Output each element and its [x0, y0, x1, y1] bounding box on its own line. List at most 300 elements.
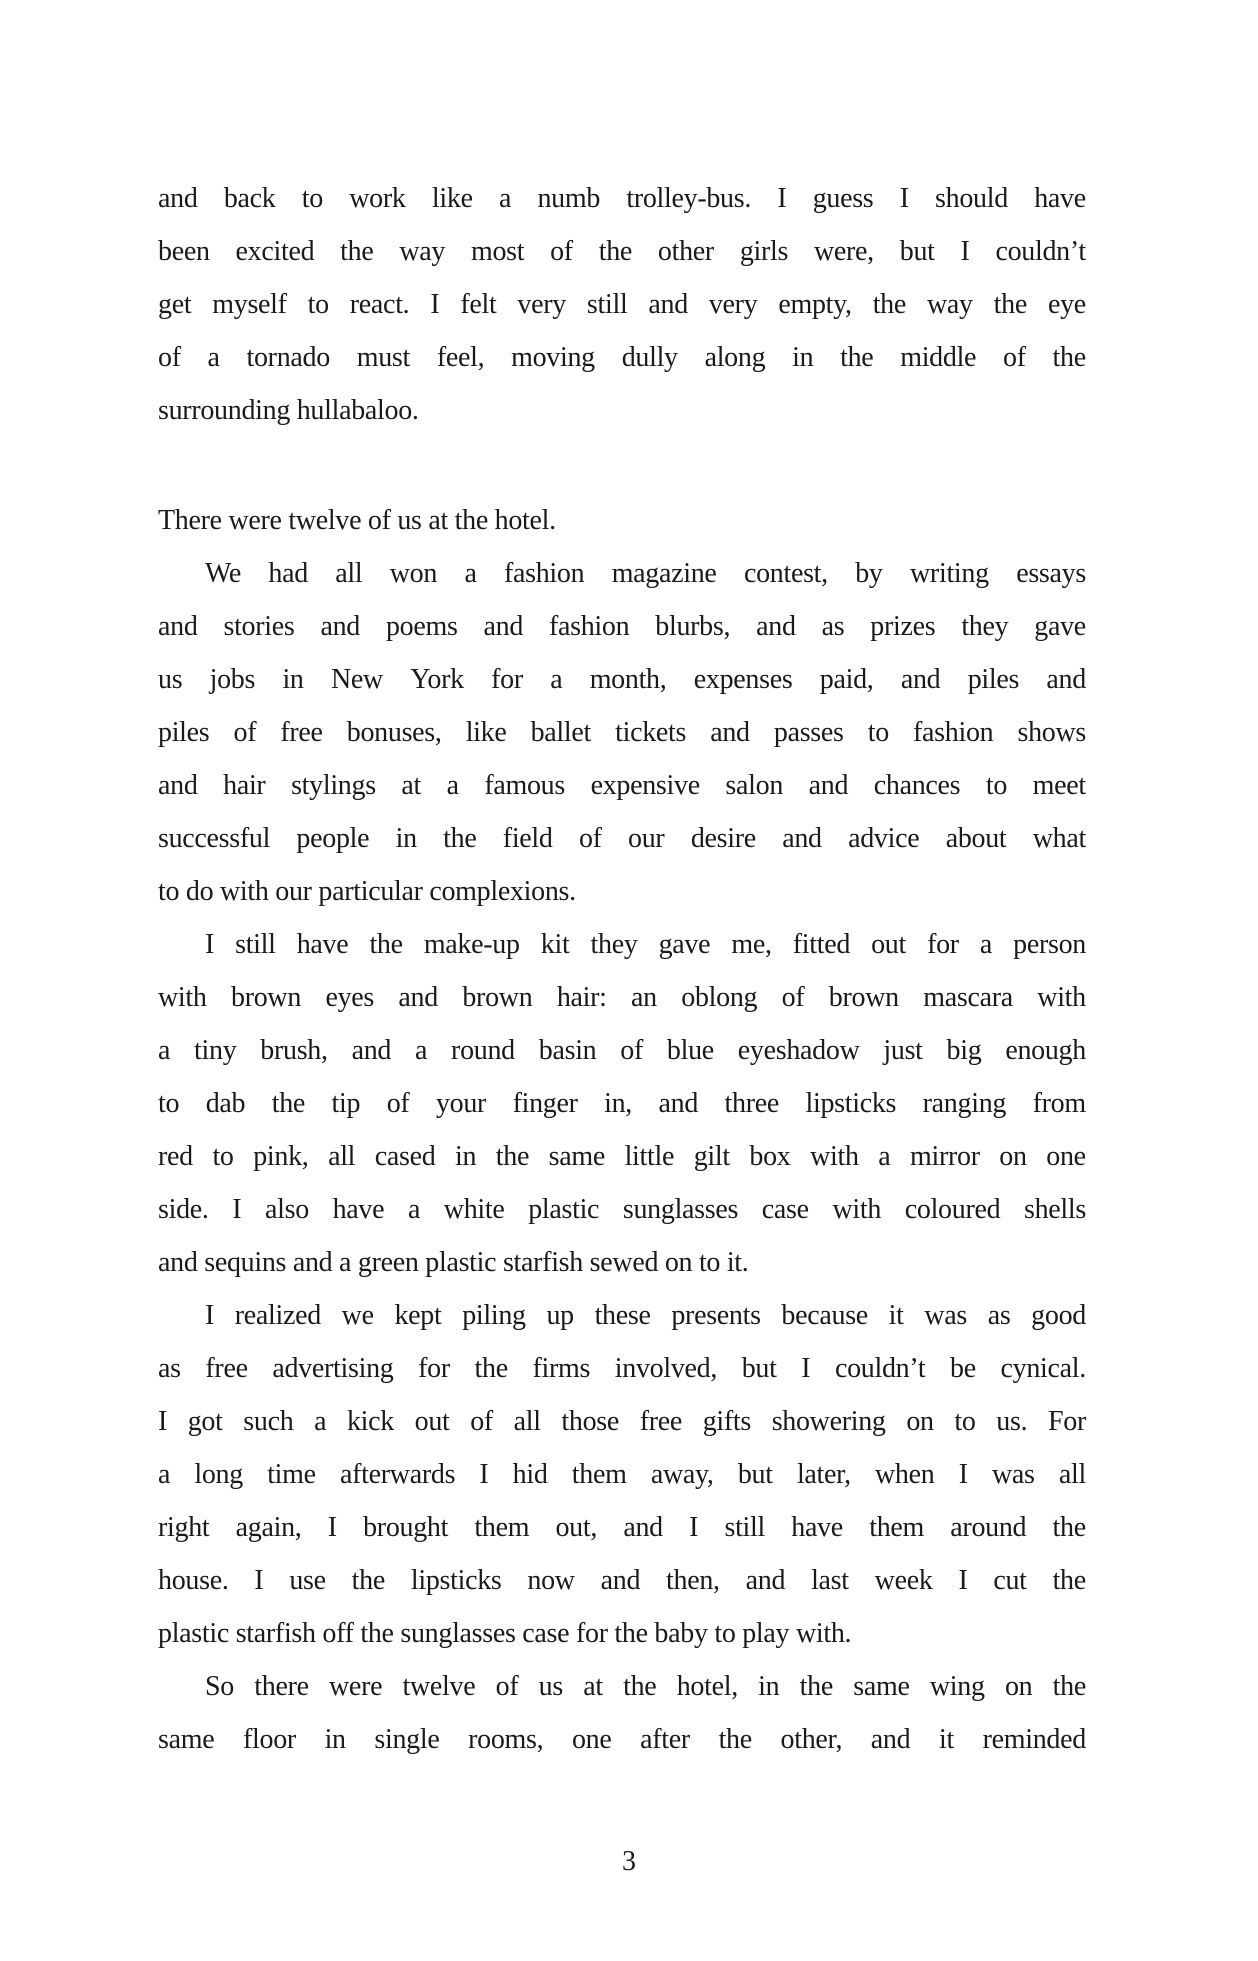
- word: as: [158, 1353, 181, 1384]
- word: hotel,: [676, 1671, 738, 1702]
- word: a: [446, 770, 459, 801]
- word: couldn’t: [834, 1353, 926, 1384]
- word: what: [1032, 823, 1086, 854]
- word: mirror: [909, 1141, 980, 1172]
- word: the: [495, 1141, 530, 1172]
- word: on: [1004, 1671, 1033, 1702]
- word: of: [158, 342, 181, 373]
- word: out,: [555, 1512, 598, 1543]
- word: ballet: [530, 717, 592, 748]
- word: feel,: [436, 342, 485, 373]
- word: the: [598, 236, 633, 267]
- word: I: [899, 183, 909, 214]
- word: with: [810, 1141, 859, 1172]
- word: in: [395, 823, 417, 854]
- word: I: [958, 1565, 968, 1596]
- word: For: [1047, 1406, 1086, 1437]
- word: brown: [828, 982, 899, 1013]
- word: to: [307, 289, 329, 320]
- word: and: [398, 982, 438, 1013]
- word: way: [399, 236, 446, 267]
- word: free: [639, 1406, 683, 1437]
- word: still: [235, 929, 276, 960]
- word: still: [586, 289, 628, 320]
- body-text-block: [158, 172, 1086, 1766]
- word: involved,: [614, 1353, 718, 1384]
- word: kick: [346, 1406, 394, 1437]
- word: and: [756, 611, 796, 642]
- word: the: [1052, 1671, 1086, 1702]
- word: there: [254, 1671, 309, 1702]
- text-line: plastic starfish off the sunglasses case for the baby to play with.: [158, 1618, 852, 1649]
- word: and: [351, 1035, 392, 1066]
- word: magazine: [611, 558, 717, 589]
- text-line: [158, 759, 1086, 812]
- word: moving: [511, 342, 595, 373]
- text-line: [158, 600, 1086, 653]
- word: and: [158, 183, 198, 214]
- word: from: [1032, 1088, 1086, 1119]
- word: the: [872, 289, 907, 320]
- word: the: [271, 1088, 306, 1119]
- word: at: [583, 1671, 603, 1702]
- word: I: [689, 1512, 699, 1543]
- word: couldn’t: [995, 236, 1086, 267]
- text-line: [158, 1395, 1086, 1448]
- text-line: [158, 278, 1086, 331]
- word: a: [314, 1406, 327, 1437]
- word: still: [724, 1512, 765, 1543]
- word: your: [435, 1088, 487, 1119]
- word: red: [158, 1141, 193, 1172]
- word: a: [158, 1035, 171, 1066]
- word: in: [324, 1724, 346, 1755]
- word: to: [985, 770, 1008, 801]
- word: a: [878, 1141, 891, 1172]
- word: showering: [771, 1406, 886, 1437]
- text-line: to do with our particular complexions.: [158, 876, 576, 907]
- word: shows: [1017, 717, 1086, 748]
- word: piling: [462, 1300, 526, 1331]
- text-line: [158, 918, 1086, 971]
- word: all: [328, 1141, 356, 1172]
- text-line: [158, 1183, 1086, 1236]
- word: plastic: [528, 1194, 600, 1225]
- word: white: [443, 1194, 505, 1225]
- word: was: [924, 1300, 967, 1331]
- word: excited: [235, 236, 315, 267]
- word: and: [600, 1565, 641, 1596]
- word: and: [658, 1088, 699, 1119]
- text-line: surrounding hullabaloo.: [158, 395, 419, 426]
- word: the: [799, 1671, 833, 1702]
- word: way: [926, 289, 973, 320]
- word: a: [550, 664, 563, 695]
- word: also: [265, 1194, 309, 1225]
- word: get: [158, 289, 192, 320]
- word: we: [341, 1300, 374, 1331]
- word: other: [657, 236, 714, 267]
- word: of: [1003, 342, 1026, 373]
- word: brown: [462, 982, 533, 1013]
- word: box: [749, 1141, 791, 1172]
- word: were: [329, 1671, 383, 1702]
- word: basin: [538, 1035, 597, 1066]
- word: last: [811, 1565, 849, 1596]
- word: advice: [848, 823, 920, 854]
- word: but: [737, 1459, 773, 1490]
- page-number: 3: [622, 1846, 636, 1877]
- text-line: [158, 1501, 1086, 1554]
- word: a: [464, 558, 477, 589]
- word: expensive: [590, 770, 700, 801]
- word: have: [296, 929, 349, 960]
- word: piles: [158, 717, 210, 748]
- word: I: [158, 1406, 168, 1437]
- word: hair:: [556, 982, 607, 1013]
- word: them: [869, 1512, 925, 1543]
- word: them: [571, 1459, 627, 1490]
- word: time: [267, 1459, 316, 1490]
- word: I: [479, 1459, 489, 1490]
- word: the: [993, 289, 1027, 320]
- word: of: [386, 1088, 410, 1119]
- word: have: [1034, 183, 1086, 214]
- word: dully: [621, 342, 678, 373]
- word: brought: [363, 1512, 449, 1543]
- word: again,: [235, 1512, 302, 1543]
- word: chances: [873, 770, 961, 801]
- word: house.: [158, 1565, 229, 1596]
- word: of: [550, 236, 573, 267]
- word: of: [578, 823, 602, 854]
- word: free: [205, 1353, 248, 1384]
- word: reminded: [982, 1724, 1086, 1755]
- word: free: [280, 717, 323, 748]
- word: poems: [385, 611, 458, 642]
- word: I: [205, 929, 215, 960]
- word: very: [708, 289, 758, 320]
- word: coloured: [904, 1194, 1001, 1225]
- word: three: [724, 1088, 780, 1119]
- word: most: [470, 236, 525, 267]
- word: after: [640, 1724, 690, 1755]
- word: by: [855, 558, 883, 589]
- word: floor: [242, 1724, 296, 1755]
- word: one: [1046, 1141, 1086, 1172]
- word: the: [443, 823, 477, 854]
- word: field: [502, 823, 553, 854]
- word: all: [1058, 1459, 1086, 1490]
- word: girls: [739, 236, 789, 267]
- word: gifts: [702, 1406, 751, 1437]
- word: should: [935, 183, 1008, 214]
- word: and: [870, 1724, 911, 1755]
- word: rooms,: [468, 1724, 544, 1755]
- word: side.: [158, 1194, 209, 1225]
- word: like: [431, 183, 473, 214]
- word: the: [623, 1671, 657, 1702]
- word: brown: [231, 982, 302, 1013]
- word: oblong: [681, 982, 758, 1013]
- word: eye: [1047, 289, 1086, 320]
- word: and: [782, 823, 822, 854]
- word: out: [414, 1406, 450, 1437]
- word: was: [991, 1459, 1035, 1490]
- word: them: [474, 1512, 530, 1543]
- word: just: [883, 1035, 923, 1066]
- paragraph-presents: [158, 1289, 1086, 1660]
- word: the: [840, 342, 874, 373]
- word: paid,: [819, 664, 874, 695]
- word: react.: [349, 289, 410, 320]
- word: use: [289, 1565, 326, 1596]
- word: away,: [650, 1459, 714, 1490]
- word: our: [628, 823, 665, 854]
- word: successful: [158, 823, 271, 854]
- word: eyeshadow: [737, 1035, 860, 1066]
- word: and: [623, 1512, 663, 1543]
- word: I: [958, 1459, 968, 1490]
- word: around: [950, 1512, 1027, 1543]
- word: pink,: [253, 1141, 309, 1172]
- word: and: [900, 664, 941, 695]
- word: out: [871, 929, 906, 960]
- word: when: [875, 1459, 935, 1490]
- word: because: [781, 1300, 868, 1331]
- word: a: [207, 342, 220, 373]
- word: dab: [205, 1088, 246, 1119]
- word: later,: [796, 1459, 851, 1490]
- word: I: [960, 236, 970, 267]
- paragraph-hotel-rooms: [158, 1660, 1086, 1766]
- word: realized: [234, 1300, 321, 1331]
- word: round: [451, 1035, 515, 1066]
- text-line: There were twelve of us at the hotel.: [158, 505, 556, 536]
- word: myself: [212, 289, 287, 320]
- word: hid: [512, 1459, 548, 1490]
- word: but: [741, 1353, 777, 1384]
- word: York: [410, 664, 464, 695]
- word: make-up: [423, 929, 520, 960]
- word: felt: [460, 289, 497, 320]
- word: writing: [910, 558, 989, 589]
- word: one: [571, 1724, 612, 1755]
- word: all: [513, 1406, 541, 1437]
- word: it: [938, 1724, 954, 1755]
- word: hair: [223, 770, 266, 801]
- word: fashion: [548, 611, 630, 642]
- word: on: [906, 1406, 934, 1437]
- word: the: [718, 1724, 752, 1755]
- word: an: [631, 982, 657, 1013]
- word: contest,: [743, 558, 828, 589]
- word: other,: [780, 1724, 843, 1755]
- word: same: [158, 1724, 215, 1755]
- word: along: [704, 342, 766, 373]
- word: essays: [1016, 558, 1086, 589]
- word: blurbs,: [655, 611, 731, 642]
- word: person: [1013, 929, 1086, 960]
- word: blue: [666, 1035, 714, 1066]
- word: for: [927, 929, 959, 960]
- word: a: [499, 183, 512, 214]
- word: of: [495, 1671, 519, 1702]
- text-line: [158, 653, 1086, 706]
- text-line: [158, 706, 1086, 759]
- word: now: [527, 1565, 575, 1596]
- text-line: [158, 1024, 1086, 1077]
- word: for: [491, 664, 523, 695]
- word: jobs: [209, 664, 256, 695]
- word: with: [1037, 982, 1086, 1013]
- word: all: [335, 558, 363, 589]
- word: fashion: [913, 717, 994, 748]
- word: were,: [813, 236, 874, 267]
- word: at: [401, 770, 421, 801]
- word: got: [187, 1406, 223, 1437]
- word: guess: [812, 183, 874, 214]
- word: I: [777, 183, 787, 214]
- word: of: [233, 717, 257, 748]
- word: I: [430, 289, 440, 320]
- word: us: [158, 664, 183, 695]
- word: good: [1031, 1300, 1086, 1331]
- text-line: [158, 1448, 1086, 1501]
- word: cynical.: [1000, 1353, 1086, 1384]
- word: tornado: [246, 342, 330, 373]
- word: stylings: [291, 770, 376, 801]
- paragraph-section-opening: [158, 494, 1086, 547]
- word: meet: [1032, 770, 1086, 801]
- word: and: [1046, 664, 1086, 695]
- text-line: and sequins and a green plastic starfish sewed on to it.: [158, 1247, 749, 1278]
- text-line: [158, 1660, 1086, 1713]
- word: they: [590, 929, 638, 960]
- word: a: [415, 1035, 428, 1066]
- word: fashion: [503, 558, 585, 589]
- word: case: [761, 1194, 809, 1225]
- word: to: [158, 1088, 180, 1119]
- word: cased: [374, 1141, 436, 1172]
- word: passes: [773, 717, 844, 748]
- word: very: [517, 289, 566, 320]
- word: must: [356, 342, 411, 373]
- word: wing: [929, 1671, 985, 1702]
- word: piles: [967, 664, 1020, 695]
- word: such: [243, 1406, 294, 1437]
- word: month,: [589, 664, 667, 695]
- word: us.: [996, 1406, 1028, 1437]
- word: the: [474, 1353, 508, 1384]
- word: finger: [512, 1088, 578, 1119]
- word: same: [548, 1141, 605, 1172]
- paragraph-trolley-bus: [158, 172, 1086, 437]
- word: these: [594, 1300, 651, 1331]
- word: big: [946, 1035, 982, 1066]
- word: enough: [1005, 1035, 1086, 1066]
- word: have: [791, 1512, 843, 1543]
- word: little: [624, 1141, 675, 1172]
- word: tip: [331, 1088, 361, 1119]
- word: in: [792, 342, 814, 373]
- word: people: [296, 823, 370, 854]
- word: same: [853, 1671, 910, 1702]
- text-line: [158, 1289, 1086, 1342]
- word: the: [351, 1565, 385, 1596]
- word: work: [349, 183, 406, 214]
- word: brush,: [260, 1035, 328, 1066]
- word: the: [1052, 1512, 1086, 1543]
- word: tickets: [615, 717, 687, 748]
- text-line: [158, 971, 1086, 1024]
- word: I: [205, 1300, 215, 1331]
- word: twelve: [402, 1671, 476, 1702]
- word: it: [888, 1300, 904, 1331]
- text-line: [158, 1130, 1086, 1183]
- word: long: [194, 1459, 243, 1490]
- word: single: [374, 1724, 440, 1755]
- word: prizes: [870, 611, 936, 642]
- word: a: [158, 1459, 171, 1490]
- paragraph-contest: [158, 547, 1086, 918]
- word: right: [158, 1512, 210, 1543]
- word: and: [320, 611, 360, 642]
- paragraph-makeup-kit: [158, 918, 1086, 1289]
- word: mascara: [923, 982, 1013, 1013]
- word: to: [867, 717, 889, 748]
- word: So: [205, 1671, 234, 1702]
- word: as: [987, 1300, 1011, 1331]
- word: me,: [731, 929, 772, 960]
- word: advertising: [272, 1353, 394, 1384]
- word: and: [745, 1565, 786, 1596]
- word: about: [945, 823, 1007, 854]
- word: be: [950, 1353, 976, 1384]
- word: us: [538, 1671, 563, 1702]
- word: I: [327, 1512, 337, 1543]
- word: and: [158, 611, 198, 642]
- word: in: [455, 1141, 477, 1172]
- word: lipsticks: [410, 1565, 502, 1596]
- text-line: [158, 1713, 1086, 1766]
- word: but: [899, 236, 935, 267]
- word: stories: [223, 611, 295, 642]
- word: and: [710, 717, 750, 748]
- text-line: [158, 225, 1086, 278]
- word: then,: [666, 1565, 720, 1596]
- word: of: [620, 1035, 643, 1066]
- word: fitted: [792, 929, 851, 960]
- word: for: [418, 1353, 450, 1384]
- word: on: [999, 1141, 1027, 1172]
- word: lipsticks: [805, 1088, 897, 1119]
- word: in: [282, 664, 304, 695]
- word: gilt: [693, 1141, 730, 1172]
- word: as: [821, 611, 845, 642]
- word: week: [874, 1565, 933, 1596]
- word: ranging: [922, 1088, 1007, 1119]
- word: afterwards: [340, 1459, 456, 1490]
- word: cut: [993, 1565, 1027, 1596]
- word: and: [483, 611, 524, 642]
- text-line: [158, 1077, 1086, 1130]
- word: gave: [1034, 611, 1086, 642]
- word: to: [212, 1141, 234, 1172]
- word: a: [407, 1194, 421, 1225]
- word: those: [561, 1406, 620, 1437]
- text-line: [158, 1554, 1086, 1607]
